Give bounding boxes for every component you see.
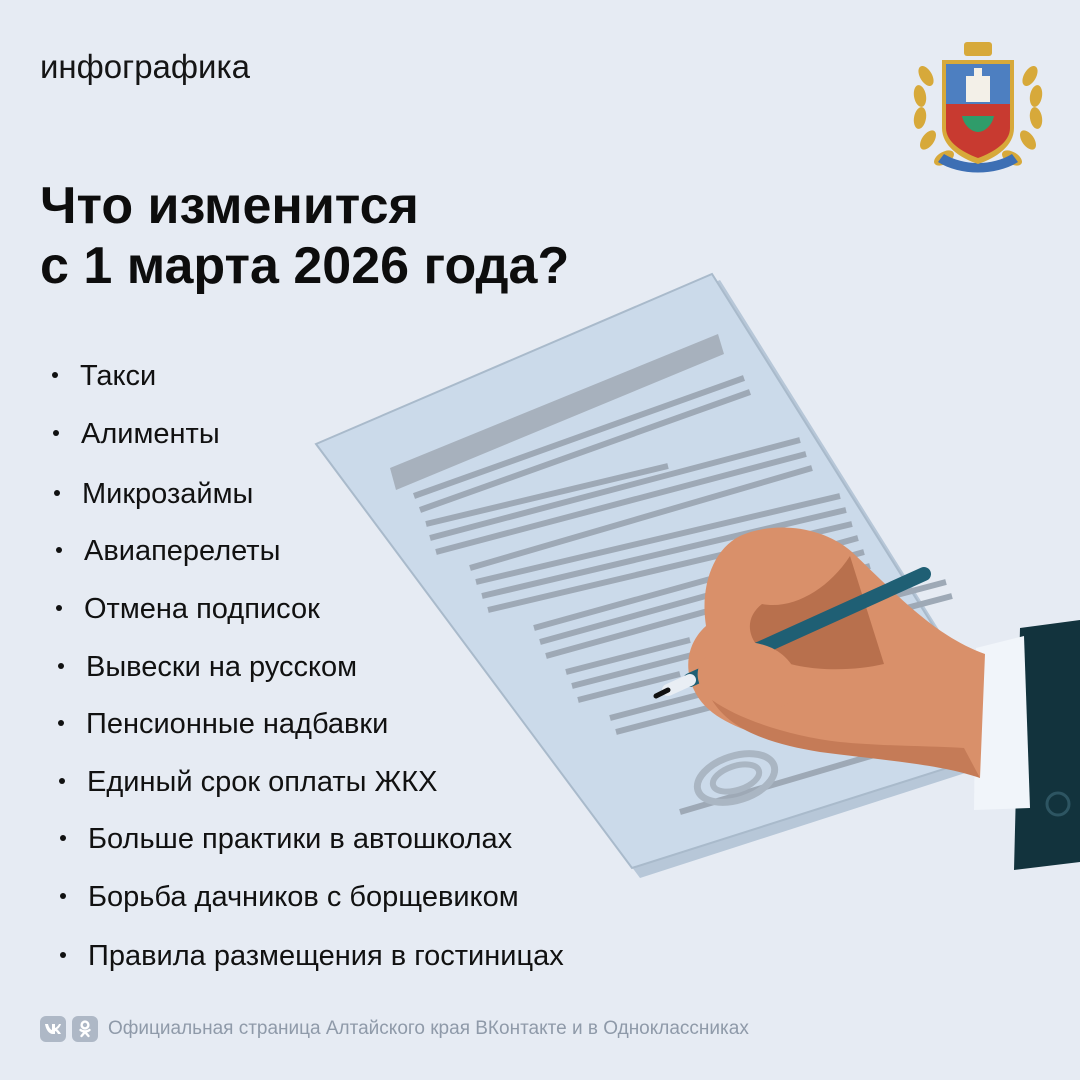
list-item xyxy=(56,593,320,626)
bullet-dot xyxy=(59,778,65,784)
list-item xyxy=(54,478,253,511)
bullet-dot xyxy=(60,893,66,899)
shield-building-tower xyxy=(974,68,982,78)
footer xyxy=(40,1016,749,1042)
odnoklassniki-icon[interactable] xyxy=(72,1016,98,1042)
list-item-label: Единый срок оплаты ЖКХ xyxy=(87,766,438,798)
bullet-dot xyxy=(52,372,58,378)
list-item xyxy=(60,881,519,914)
list-item xyxy=(60,940,564,973)
list-item-label: Больше практики в автошколах xyxy=(88,823,513,855)
list-item xyxy=(56,535,280,568)
list-item-label: Такси xyxy=(80,360,157,392)
crown xyxy=(964,42,992,56)
list-item-label: Борьба дачников с борщевиком xyxy=(88,881,519,913)
list-item xyxy=(60,823,512,856)
list-item xyxy=(59,766,438,799)
bullet-dot xyxy=(60,952,66,958)
page-title xyxy=(40,176,569,296)
title-line-2: с 1 марта 2026 года? xyxy=(40,237,570,295)
title-line-1: Что изменится xyxy=(40,177,419,235)
bullet-dot xyxy=(56,605,62,611)
infographic-tag: инфографика xyxy=(40,48,251,85)
list-item xyxy=(52,360,156,393)
bullet-dot xyxy=(58,663,64,669)
bullet-dot xyxy=(56,547,62,553)
footer-text: Официальная страница Алтайского края ВКонтакте и в Одноклассниках xyxy=(108,1018,749,1039)
vk-icon[interactable] xyxy=(40,1016,66,1042)
bullet-dot xyxy=(54,490,60,496)
altai-krai-coat-of-arms xyxy=(908,36,1048,180)
list-item xyxy=(53,418,220,451)
list-item xyxy=(58,651,357,684)
list-item-label: Пенсионные надбавки xyxy=(86,708,389,740)
bullet-dot xyxy=(58,720,64,726)
list-item-label: Алименты xyxy=(81,418,220,450)
shield-building xyxy=(966,76,990,102)
list-item-label: Отмена подписок xyxy=(84,593,320,625)
list-item-label: Правила размещения в гостиницах xyxy=(88,940,564,972)
bullet-dot xyxy=(53,430,59,436)
bullet-dot xyxy=(60,835,66,841)
list-item-label: Вывески на русском xyxy=(86,651,358,683)
list-item-label: Микрозаймы xyxy=(82,478,254,510)
list-item xyxy=(58,708,388,741)
list-item-label: Авиаперелеты xyxy=(84,535,281,567)
